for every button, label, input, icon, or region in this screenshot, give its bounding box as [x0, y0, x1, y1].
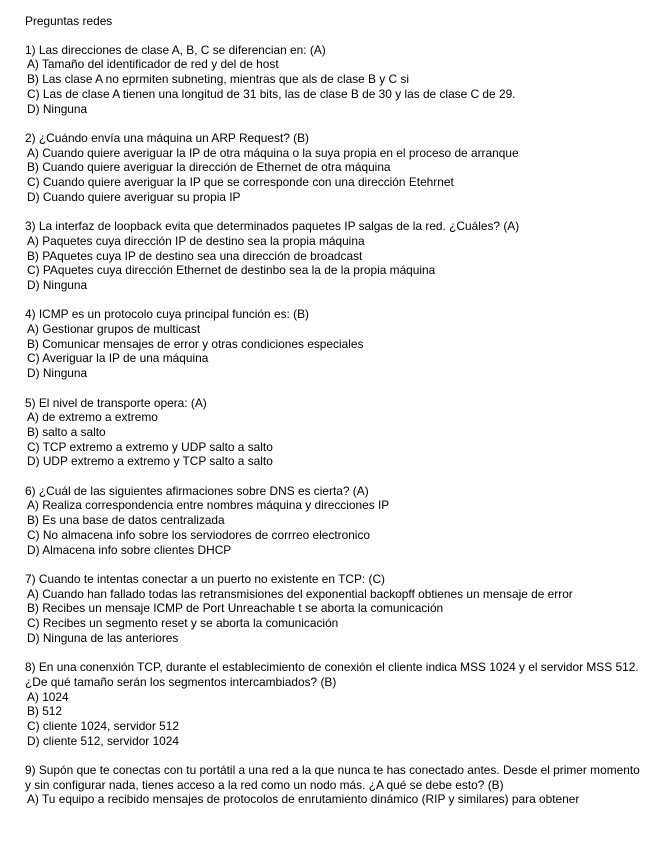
- answer-options: [25, 57, 645, 116]
- answer-option: A) Paquetes cuya dirección IP de destino sea la propia máquina: [27, 233, 365, 248]
- answer-options: [25, 146, 645, 205]
- answer-option: A) Cuando quiere averiguar la IP de otra máquina o la suya propia en el proceso de arranque: [27, 145, 519, 160]
- answer-option: C) PAquetes cuya dirección Ethernet de destinbo sea la de la propia máquina: [27, 263, 436, 278]
- answer-option: D) UDP extremo a extremo y TCP salto a salto: [27, 454, 273, 469]
- question-list: [25, 43, 645, 807]
- answer-option: C) Cuando quiere averiguar la IP que se corresponde con una dirección Etehrnet: [27, 175, 454, 190]
- answer-option: B) 512: [27, 704, 63, 719]
- answer-option: A) Cuando han fallado todas las retransmisiones del exponential backopff obtienes un mensaje de error: [27, 586, 573, 601]
- answer-option: D) Almacena info sobre clientes DHCP: [27, 542, 232, 557]
- document-title: Preguntas redes: [25, 14, 113, 28]
- answer-option: A) 1024: [27, 689, 69, 704]
- answer-option: C) Recibes un segmento reset y se aborta la comunicación: [27, 616, 339, 631]
- question-3: [25, 219, 645, 293]
- answer-options: [25, 322, 645, 381]
- answer-options: [25, 498, 645, 557]
- answer-option: B) Comunicar mensajes de error y otras condiciones especiales: [27, 336, 364, 351]
- answer-option: C) Averiguar la IP de una máquina: [27, 351, 209, 366]
- question-text: 6) ¿Cuál de las siguientes afirmaciones sobre DNS es cierta? (A): [25, 483, 369, 498]
- answer-option: C) TCP extremo a extremo y UDP salto a salto: [27, 439, 273, 454]
- answer-option: D) Ninguna: [27, 277, 88, 292]
- question-text: 7) Cuando te intentas conectar a un puerto no existente en TCP: (C): [25, 571, 386, 586]
- question-text: 3) La interfaz de loopback evita que determinados paquetes IP salgas de la red. ¿Cuáles? (A): [25, 219, 520, 234]
- answer-option: D) Ninguna: [27, 366, 88, 381]
- answer-options: [25, 587, 645, 646]
- answer-option: B) Es una base de datos centralizada: [27, 513, 225, 528]
- answer-option: A) Tu equipo a recibido mensajes de protocolos de enrutamiento dinámico (RIP y similares) para obtener: [27, 792, 580, 807]
- answer-options: [25, 792, 645, 807]
- question-2: [25, 131, 645, 205]
- answer-option: D) Cuando quiere averiguar su propia IP: [27, 189, 241, 204]
- answer-option: C) No almacena info sobre los serviodores de corrreo electronico: [27, 527, 371, 542]
- answer-options: [25, 410, 645, 469]
- question-1: [25, 43, 645, 117]
- question-text: 9) Supón que te conectas con tu portátil a una red a la que nunca te has conectado antes. Desde el primer momento y sin configurar nada, tienes acceso a la red como un nodo más. ¿A qué se debe esto? (B): [25, 763, 640, 792]
- answer-option: A) Gestionar grupos de multicast: [27, 322, 201, 337]
- answer-option: D) cliente 512, servidor 1024: [27, 733, 180, 748]
- question-text: 1) Las direcciones de clase A, B, C se diferencian en: (A): [25, 42, 326, 57]
- answer-option: D) Ninguna: [27, 101, 88, 116]
- answer-option: B) Recibes un mensaje ICMP de Port Unreachable t se aborta la comunicación: [27, 601, 444, 616]
- answer-options: [25, 234, 645, 293]
- question-text: 2) ¿Cuándo envía una máquina un ARP Request? (B): [25, 130, 310, 145]
- question-6: [25, 484, 645, 558]
- question-text: 4) ICMP es un protocolo cuya principal función es: (B): [25, 307, 309, 322]
- answer-option: A) de extremo a extremo: [27, 410, 158, 425]
- answer-option: C) Las de clase A tienen una longitud de 31 bits, las de clase B de 30 y las de clase C de 29.: [27, 86, 516, 101]
- answer-options: [25, 690, 645, 749]
- question-7: [25, 572, 645, 646]
- answer-option: B) Las clase A no eprmiten subneting, mientras que als de clase B y C si: [27, 72, 410, 87]
- answer-option: A) Realiza correspondencia entre nombres máquina y direcciones IP: [27, 498, 390, 513]
- answer-option: B) PAquetes cuya IP de destino sea una dirección de broadcast: [27, 248, 363, 263]
- question-9: [25, 763, 645, 807]
- question-4: [25, 307, 645, 381]
- question-5: [25, 396, 645, 470]
- answer-option: C) cliente 1024, servidor 512: [27, 718, 180, 733]
- question-text: 8) En una conenxión TCP, durante el establecimiento de conexión el cliente indica MSS 1024 y el servidor MSS 512. ¿De qué tamaño serán los segmentos intercambiados? (B): [25, 660, 639, 689]
- question-text: 5) El nivel de transporte opera: (A): [25, 395, 207, 410]
- answer-option: B) salto a salto: [27, 424, 106, 439]
- answer-option: D) Ninguna de las anteriores: [27, 630, 179, 645]
- answer-option: B) Cuando quiere averiguar la dirección de Ethernet de otra máquina: [27, 160, 391, 175]
- question-8: [25, 660, 645, 748]
- answer-option: A) Tamaño del identificador de red y del de host: [27, 57, 279, 72]
